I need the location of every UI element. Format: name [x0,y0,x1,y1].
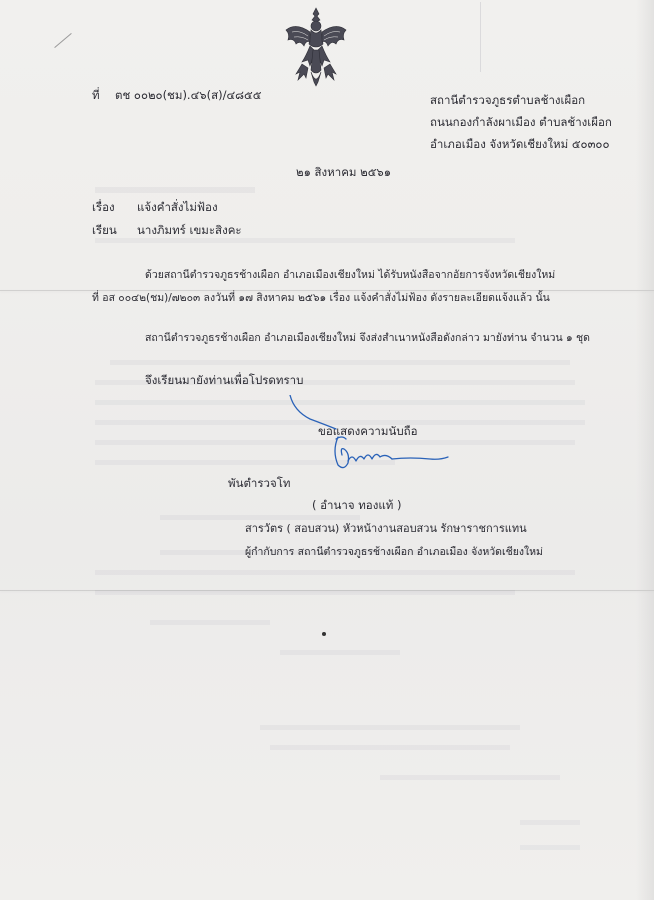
subject-label: เรื่อง [92,200,115,214]
body-paragraph-1-line-1: ด้วยสถานีตำรวจภูธรช้างเผือก อำเภอเมืองเชียงใหม่ ได้รับหนังสือจากอัยการจังหวัดเชียงใหม่ [145,269,556,281]
ink-dot [322,632,326,636]
signature-icon [280,395,460,475]
signer-name: ( อำนาจ ทองแท้ ) [312,498,402,512]
recipient-name: นางภิมทร์ เขมะสิงคะ [137,223,242,237]
body-paragraph-2: สถานีตำรวจภูธรช้างเผือก อำเภอเมืองเชียงใหม่ จึงส่งสำเนาหนังสือดังกล่าว มายังท่าน จำนวน ๑ ชุด [145,332,590,344]
sender-address-line: อำเภอเมือง จังหวัดเชียงใหม่ ๕๐๓๐๐ [430,137,610,151]
paper-edge-shadow [636,0,654,900]
garuda-emblem-icon [280,4,352,88]
paper-fold-line [0,590,654,591]
reference-label: ที่ [92,88,100,102]
reference-number: ตช ๐๐๒๐(ชม).๔๖(ส)/๔๘๕๕ [115,88,262,102]
pencil-mark [54,33,71,48]
body-paragraph-1-line-2: ที่ อส ๐๐๔๒(ชม)/๗๒๐๓ ลงวันที่ ๑๗ สิงหาคม ๒๕๖๑ เรื่อง แจ้งคำสั่งไม่ฟ้อง ดังรายละเอียดแจ้งแล้ว นั้น [92,292,550,304]
body-paragraph-3: จึงเรียนมายังท่านเพื่อโปรดทราบ [145,373,304,387]
signer-rank: พันตำรวจโท [228,476,291,490]
subject-text: แจ้งคำสั่งไม่ฟ้อง [137,200,218,214]
recipient-label: เรียน [92,223,117,237]
signer-position-line-1: สารวัตร ( สอบสวน) หัวหน้างานสอบสวน รักษาราชการแทน [245,522,527,535]
sender-address-line: ถนนกองกำลังผาเมือง ตำบลช้างเผือก [430,115,612,129]
sender-address-line: สถานีตำรวจภูธรตำบลช้างเผือก [430,93,586,107]
closing-text: ขอแสดงความนับถือ [318,424,418,438]
signer-position-line-2: ผู้กำกับการ สถานีตำรวจภูธรช้างเผือก อำเภอเมือง จังหวัดเชียงใหม่ [245,546,543,558]
letter-date: ๒๑ สิงหาคม ๒๕๖๑ [296,165,392,179]
show-through-stamp [480,2,591,72]
